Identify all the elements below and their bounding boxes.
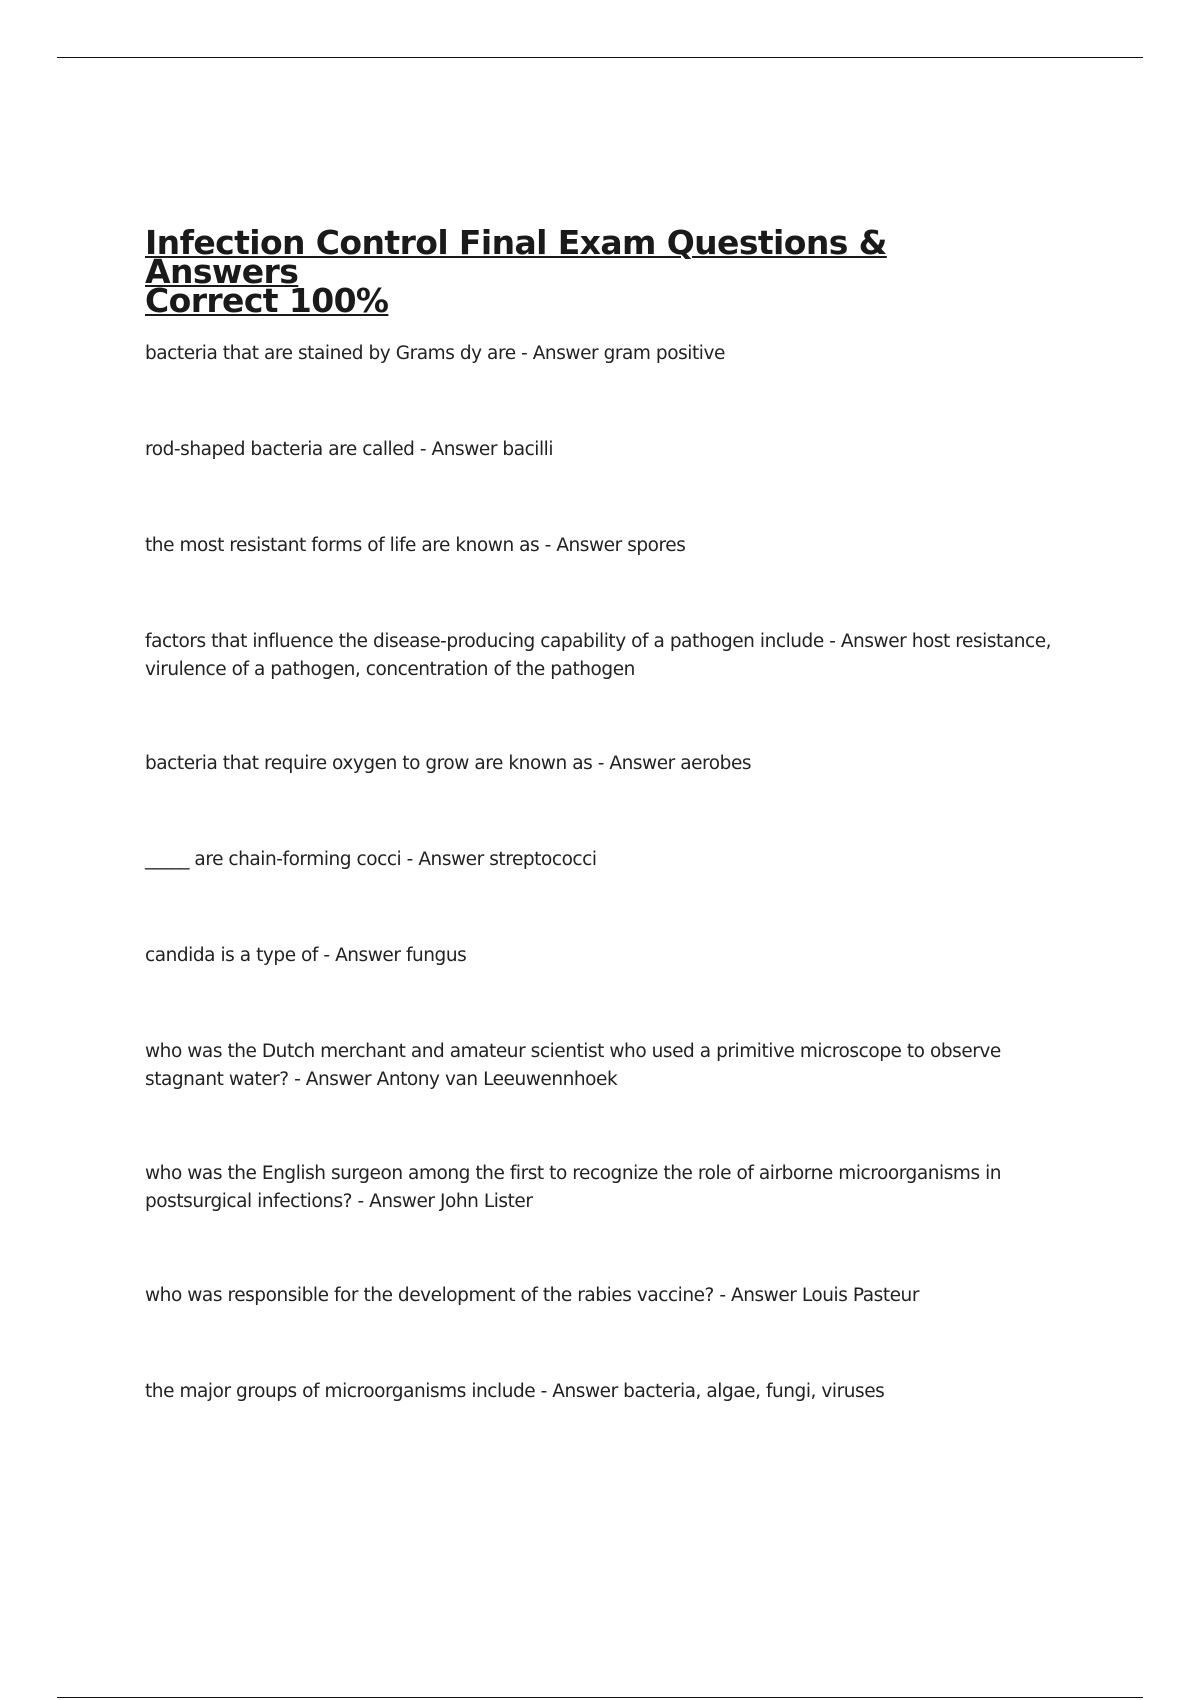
qa-item: rod-shaped bacteria are called - Answer bacilli: [145, 439, 554, 460]
qa-item: candida is a type of - Answer fungus: [145, 945, 467, 966]
footer-rule: [57, 1697, 1143, 1698]
title-line-2: Correct 100%: [145, 281, 389, 320]
title-line-1: Infection Control Final Exam Questions & Answers: [145, 223, 887, 291]
document-body: [145, 223, 1065, 1474]
qa-item: who was the English surgeon among the first to recognize the role of airborne microorganisms in postsurgical infections? - Answer John Lister: [145, 1163, 1002, 1212]
document-title: [145, 223, 1005, 320]
qa-item: the major groups of microorganisms include - Answer bacteria, algae, fungi, viruses: [145, 1381, 885, 1402]
qa-item: bacteria that require oxygen to grow are known as - Answer aerobes: [145, 753, 752, 774]
qa-item: bacteria that are stained by Grams dy are - Answer gram positive: [145, 343, 725, 364]
qa-item: the most resistant forms of life are known as - Answer spores: [145, 535, 686, 556]
qa-item: factors that influence the disease-producing capability of a pathogen include - Answer host resistance, virulence of a pathogen, concentration of the pathogen: [145, 631, 1052, 680]
qa-item: _____ are chain-forming cocci - Answer streptococci: [145, 849, 597, 870]
header-rule: [57, 57, 1143, 58]
qa-item: who was the Dutch merchant and amateur scientist who used a primitive microscope to observe stagnant water? - Answer Antony van Leeuwennhoek: [145, 1041, 1001, 1090]
qa-item: who was responsible for the development of the rabies vaccine? - Answer Louis Pasteur: [145, 1285, 919, 1306]
qa-list: [145, 340, 1065, 1406]
